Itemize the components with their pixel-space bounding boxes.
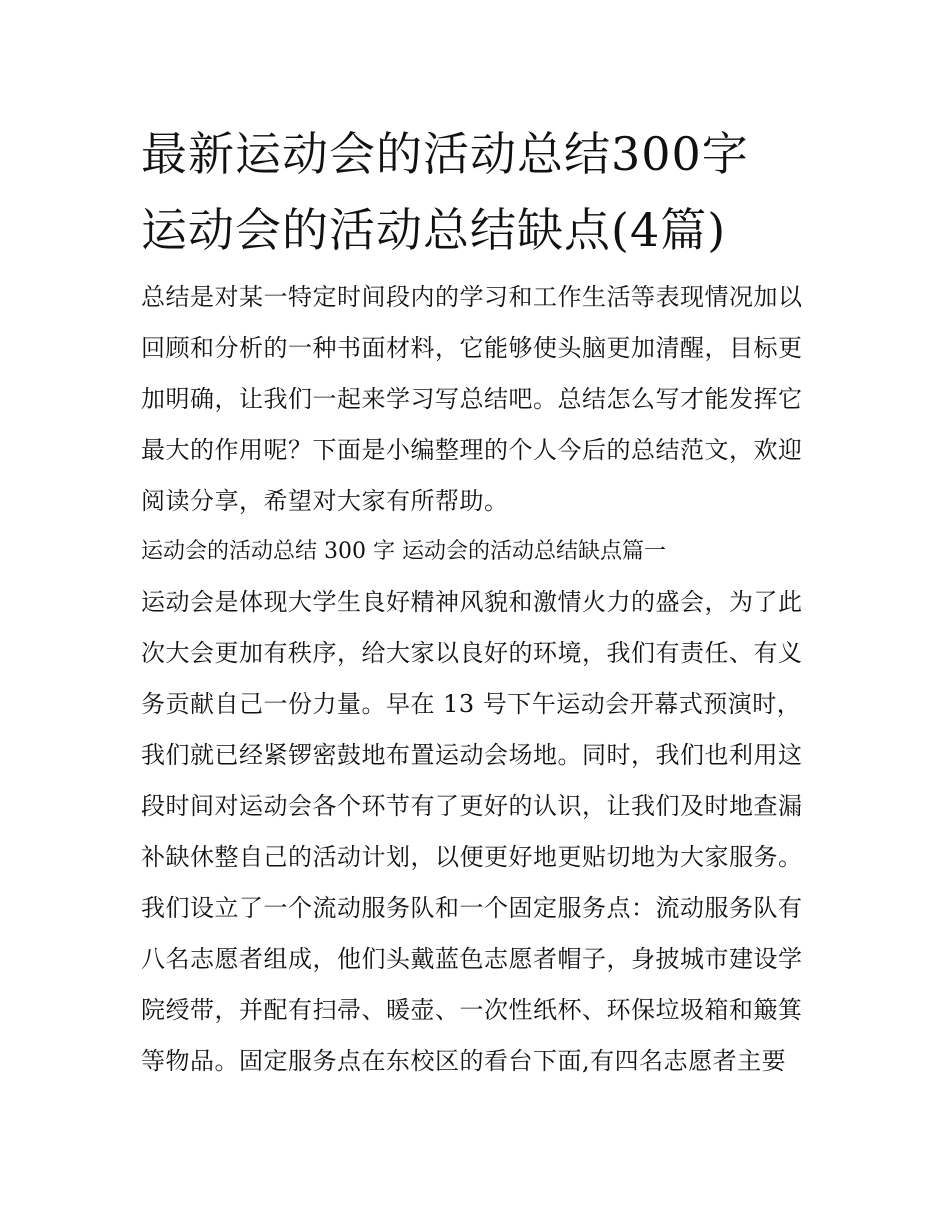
body-line: 我们就已经紧锣密鼓地布置运动会场地。同时，我们也利用这: [141, 741, 803, 769]
body-line: 补缺休整自己的活动计划，以便更好地更贴切地为大家服务。: [141, 843, 803, 871]
body-line: 八名志愿者组成，他们头戴蓝色志愿者帽子，身披城市建设学: [141, 945, 803, 973]
intro-paragraph: [141, 272, 813, 527]
document-title: [141, 116, 813, 268]
section-heading: 运动会的活动总结 300 字 运动会的活动总结缺点篇一: [141, 539, 666, 564]
body-line: 我们设立了一个流动服务队和一个固定服务点：流动服务队有: [141, 894, 803, 922]
body-line: 次大会更加有秩序，给大家以良好的环境，我们有责任、有义: [141, 639, 803, 667]
intro-line: 加明确，让我们一起来学习写总结吧。总结怎么写才能发挥它: [141, 385, 803, 413]
title-line-2: 运动会的活动总结缺点(4篇): [141, 203, 727, 257]
intro-line: 总结是对某一特定时间段内的学习和工作生活等表现情况加以: [141, 283, 803, 311]
document-page: [141, 116, 813, 1087]
body-line: 段时间对运动会各个环节有了更好的认识，让我们及时地查漏: [141, 792, 803, 820]
intro-line: 回顾和分析的一种书面材料，它能够使头脑更加清醒，目标更: [141, 334, 803, 362]
body-line: 等物品。固定服务点在东校区的看台下面,有四名志愿者主要: [141, 1047, 787, 1075]
body-line: 务贡献自己一份力量。早在 13 号下午运动会开幕式预演时，: [141, 690, 802, 718]
intro-line: 阅读分享，希望对大家有所帮助。: [141, 487, 509, 515]
title-line-1: 最新运动会的活动总结300字: [141, 127, 749, 181]
intro-line: 最大的作用呢？下面是小编整理的个人今后的总结范文，欢迎: [141, 436, 803, 464]
body-line: 运动会是体现大学生良好精神风貌和激情火力的盛会，为了此: [141, 588, 803, 616]
body-paragraph: [141, 577, 813, 1087]
body-line: 院绶带，并配有扫帚、暖壶、一次性纸杯、环保垃圾箱和簸箕: [141, 996, 803, 1024]
